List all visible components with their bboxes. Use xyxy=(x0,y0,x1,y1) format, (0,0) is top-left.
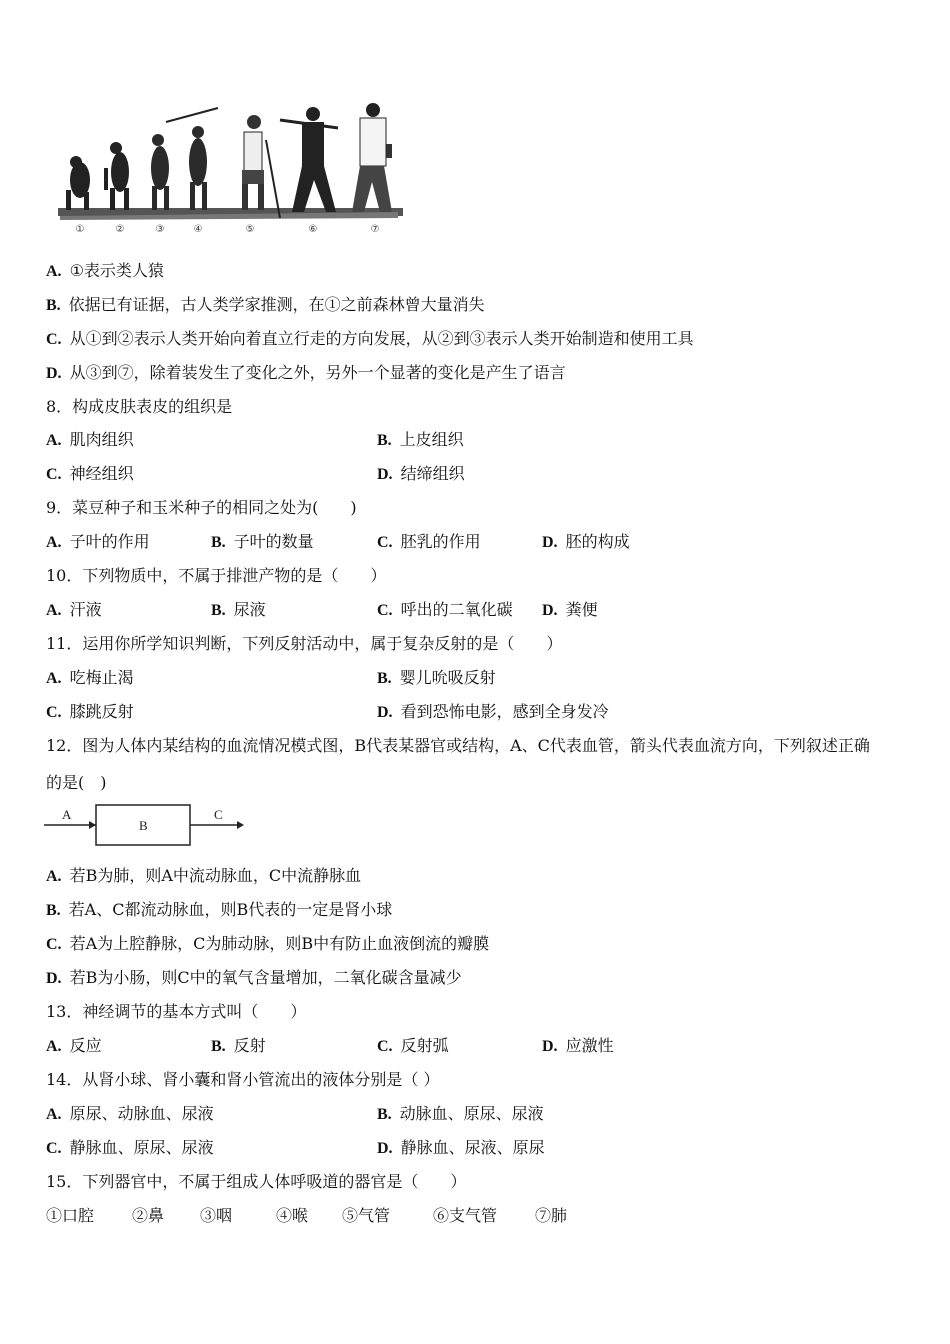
q14-option-c: C. 静脉血、原尿、尿液 xyxy=(46,1138,214,1157)
q12-option-d: D. 若B为小肠，则C中的氧气含量增加，二氧化碳含量减少 xyxy=(46,968,462,987)
q15-item-1: ①口腔 xyxy=(46,1206,95,1225)
q11-option-d: D. 看到恐怖电影，感到全身发冷 xyxy=(377,702,609,721)
q14-option-d: D. 静脉血、尿液、原尿 xyxy=(377,1138,545,1157)
q13-option-a: A. 反应 xyxy=(46,1036,102,1055)
figure-label-4: ④ xyxy=(193,224,203,235)
q13-option-b: B. 反射 xyxy=(211,1036,266,1055)
figure-early-hominid xyxy=(104,142,129,210)
figure-label-7: ⑦ xyxy=(370,224,380,235)
q7-option-d: D. 从③到⑦，除着装发生了变化之外，另外一个显著的变化是产生了语言 xyxy=(46,363,566,382)
figure-ape xyxy=(66,156,90,210)
q12-stem-line2: 的是( ) xyxy=(46,773,107,792)
q7-option-b: B. 依据已有证据，古人类学家推测，在①之前森林曾大量消失 xyxy=(46,295,485,314)
q9-option-c: C. 胚乳的作用 xyxy=(377,532,481,551)
figure-modern-human xyxy=(352,103,392,212)
q14-option-b: B. 动脉血、原尿、尿液 xyxy=(377,1104,544,1123)
figure-modern-human-carrying xyxy=(280,107,338,212)
q15-item-5: ⑤气管 xyxy=(342,1206,391,1225)
q7-option-a: A. ①表示类人猿 xyxy=(46,261,164,280)
q11-option-a: A. 吃梅止渴 xyxy=(46,668,134,687)
figure-label-1: ① xyxy=(75,224,85,235)
q10-option-a: A. 汗液 xyxy=(46,600,102,619)
q12-option-c: C. 若A为上腔静脉，C为肺动脉，则B中有防止血液倒流的瓣膜 xyxy=(46,934,490,953)
q8-stem: 8．构成皮肤表皮的组织是 xyxy=(46,397,233,416)
q15-item-2: ②鼻 xyxy=(132,1206,165,1225)
vessel-c-label: C xyxy=(214,807,223,822)
figure-label-5: ⑤ xyxy=(245,224,255,235)
figure-homo-erectus xyxy=(166,108,218,210)
organ-b-label: B xyxy=(139,818,148,833)
figure-early-human xyxy=(242,115,280,218)
q8-option-d: D. 结缔组织 xyxy=(377,464,465,483)
q9-option-a: A. 子叶的作用 xyxy=(46,532,150,551)
q14-option-a: A. 原尿、动脉血、尿液 xyxy=(46,1104,214,1123)
q9-stem: 9．菜豆种子和玉米种子的相同之处为( ) xyxy=(46,498,357,517)
q11-option-c: C. 膝跳反射 xyxy=(46,702,134,721)
q12-option-b: B. 若A、C都流动脉血，则B代表的一定是肾小球 xyxy=(46,900,393,919)
q13-option-d: D. 应激性 xyxy=(542,1036,614,1055)
q10-option-d: D. 粪便 xyxy=(542,600,598,619)
q11-stem: 11．运用你所学知识判断，下列反射活动中，属于复杂反射的是（ ） xyxy=(46,634,563,653)
q15-stem: 15．下列器官中，不属于组成人体呼吸道的器官是（ ） xyxy=(46,1172,467,1191)
q13-stem: 13．神经调节的基本方式叫（ ） xyxy=(46,1002,307,1021)
q9-option-b: B. 子叶的数量 xyxy=(211,532,314,551)
q10-stem: 10．下列物质中，不属于排泄产物的是（ ） xyxy=(46,566,387,585)
q14-stem: 14．从肾小球、肾小囊和肾小管流出的液体分别是（ ） xyxy=(46,1070,440,1089)
figure-homo-habilis xyxy=(151,134,169,210)
q11-option-b: B. 婴儿吮吸反射 xyxy=(377,668,496,687)
q15-item-7: ⑦肺 xyxy=(535,1206,568,1225)
q15-item-3: ③咽 xyxy=(200,1206,233,1225)
q8-option-a: A. 肌肉组织 xyxy=(46,430,134,449)
q15-item-6: ⑥支气管 xyxy=(433,1206,498,1225)
q9-option-d: D. 胚的构成 xyxy=(542,532,630,551)
figure-label-3: ③ xyxy=(155,224,165,235)
figure-label-2: ② xyxy=(115,224,125,235)
human-evolution-figure xyxy=(58,100,403,242)
q8-option-b: B. 上皮组织 xyxy=(377,430,464,449)
vessel-a-label: A xyxy=(62,807,72,822)
q8-option-c: C. 神经组织 xyxy=(46,464,134,483)
figure-label-6: ⑥ xyxy=(308,224,318,235)
q7-option-c: C. 从①到②表示人类开始向着直立行走的方向发展，从②到③表示人类开始制造和使用工具 xyxy=(46,329,694,348)
q10-option-c: C. 呼出的二氧化碳 xyxy=(377,600,513,619)
q12-option-a: A. 若B为肺，则A中流动脉血，C中流静脉血 xyxy=(46,866,362,885)
blood-flow-diagram xyxy=(44,797,246,847)
q13-option-c: C. 反射弧 xyxy=(377,1036,449,1055)
q10-option-b: B. 尿液 xyxy=(211,600,266,619)
q15-item-4: ④喉 xyxy=(276,1206,309,1225)
q12-stem-line1: 12．图为人体内某结构的血流情况模式图，B代表某器官或结构，A、C代表血管，箭头代表血流方向，下列叙述正确 xyxy=(46,736,870,755)
